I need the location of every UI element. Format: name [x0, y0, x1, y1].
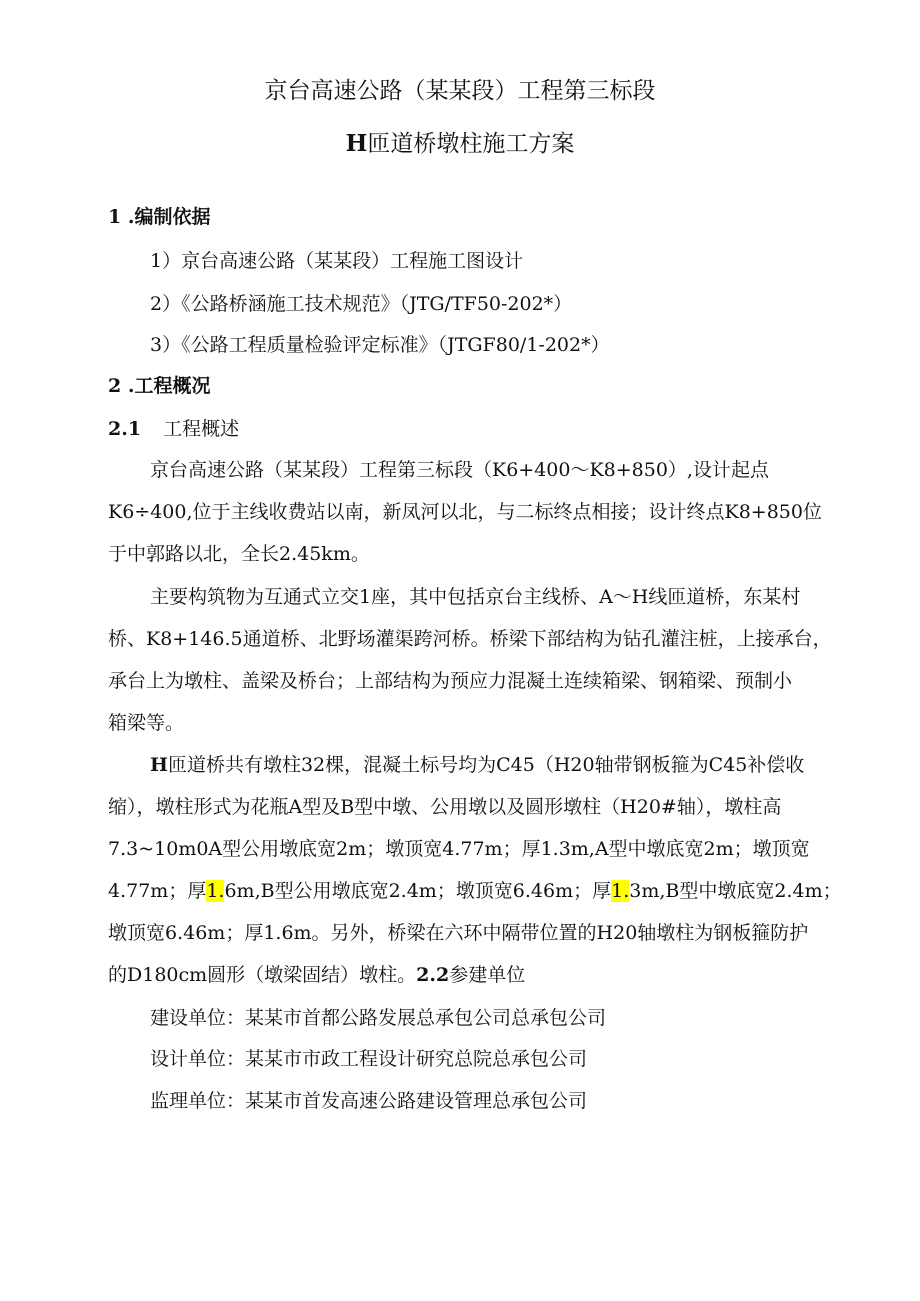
highlighted-value-2: 1. [611, 880, 630, 902]
paragraph-3-line-1-text: 匝道桥共有墩柱32棵，混凝土标号均为C45（H20轴带钢板箍为C45补偿收 [167, 754, 805, 776]
highlighted-value-1: 1. [206, 880, 225, 902]
section-2-1-title: 工程概述 [163, 418, 240, 440]
title-line-1: 京台高速公路（某某段）工程第三标段 [264, 78, 656, 104]
document-subtitle [0, 130, 920, 159]
paragraph-3-prefix: H [150, 754, 168, 776]
reference-2: 2）《公路桥涵施工技术规范》（JTG/TF50-202*） [150, 293, 573, 315]
section-2-1-heading [108, 418, 239, 441]
paragraph-2-line-2: 桥、K8+146.5通道桥、北野场灌渠跨河桥。桥梁下部结构为钻孔灌注桩，上接承台， [108, 628, 832, 650]
paragraph-3-line-1 [150, 754, 804, 777]
section-2-text: 2 .工程概况 [108, 375, 211, 397]
paragraph-3-line-6 [108, 964, 525, 987]
paragraph-3-line-6-text: 的D180cm圆形（墩梁固结）墩柱。 [108, 964, 417, 986]
unit-construction: 建设单位：某某市首都公路发展总承包公司总承包公司 [150, 1007, 607, 1029]
paragraph-3-line-3: 7.3~10m0A型公用墩底宽2m；墩顶宽4.77m；厚1.3m,A型中墩底宽2m；墩顶宽 [108, 838, 810, 860]
paragraph-2-line-4: 箱梁等。 [108, 712, 185, 734]
section-2-2-title: 参建单位 [449, 964, 526, 986]
paragraph-1-line-2: K6÷400,位于主线收费站以南，新凤河以北，与二标终点相接；设计终点K8+850位 [108, 501, 822, 523]
section-1-heading [108, 206, 210, 229]
subtitle-text: 匝道桥墩柱施工方案 [367, 131, 575, 157]
paragraph-3-line-4-part-b: 6m,B型公用墩底宽2.4m；墩顶宽6.46m；厚 [224, 880, 612, 902]
paragraph-2-line-3: 承台上为墩柱、盖梁及桥台；上部结构为预应力混凝土连续箱梁、钢箱梁、预制小 [108, 670, 793, 692]
section-2-heading [108, 375, 210, 398]
paragraph-3-line-4 [108, 880, 842, 903]
paragraph-3-line-2: 缩），墩柱形式为花瓶A型及B型中墩、公用墩以及圆形墩柱（H20#轴），墩柱高 [108, 796, 782, 818]
section-1-text: 1 .编制依据 [108, 206, 211, 228]
paragraph-3-line-5: 墩顶宽6.46m；厚1.6m。另外，桥梁在六环中隔带位置的H20轴墩柱为钢板箍防护 [108, 922, 809, 944]
paragraph-1-line-3: 于中郭路以北，全长2.45km。 [108, 543, 370, 565]
unit-design: 设计单位：某某市市政工程设计研究总院总承包公司 [150, 1048, 588, 1070]
section-2-1-number: 2.1 [108, 418, 142, 440]
document-title [0, 78, 920, 106]
subtitle-prefix: H [345, 130, 368, 157]
paragraph-1-line-1: 京台高速公路（某某段）工程第三标段（K6+400～K8+850）,设计起点 [150, 459, 769, 481]
reference-3: 3）《公路工程质量检验评定标准》（JTGF80/1-202*） [150, 334, 610, 356]
section-2-2-number: 2.2 [416, 964, 450, 986]
paragraph-2-line-1: 主要构筑物为互通式立交1座，其中包括京台主线桥、A～H线匝道桥，东某村 [150, 586, 801, 608]
paragraph-3-line-4-part-a: 4.77m；厚 [108, 880, 207, 902]
reference-1: 1）京台高速公路（某某段）工程施工图设计 [150, 250, 524, 272]
paragraph-3-line-4-part-c: 3m,B型中墩底宽2.4m； [629, 880, 842, 902]
unit-supervision: 监理单位：某某市首发高速公路建设管理总承包公司 [150, 1090, 588, 1112]
